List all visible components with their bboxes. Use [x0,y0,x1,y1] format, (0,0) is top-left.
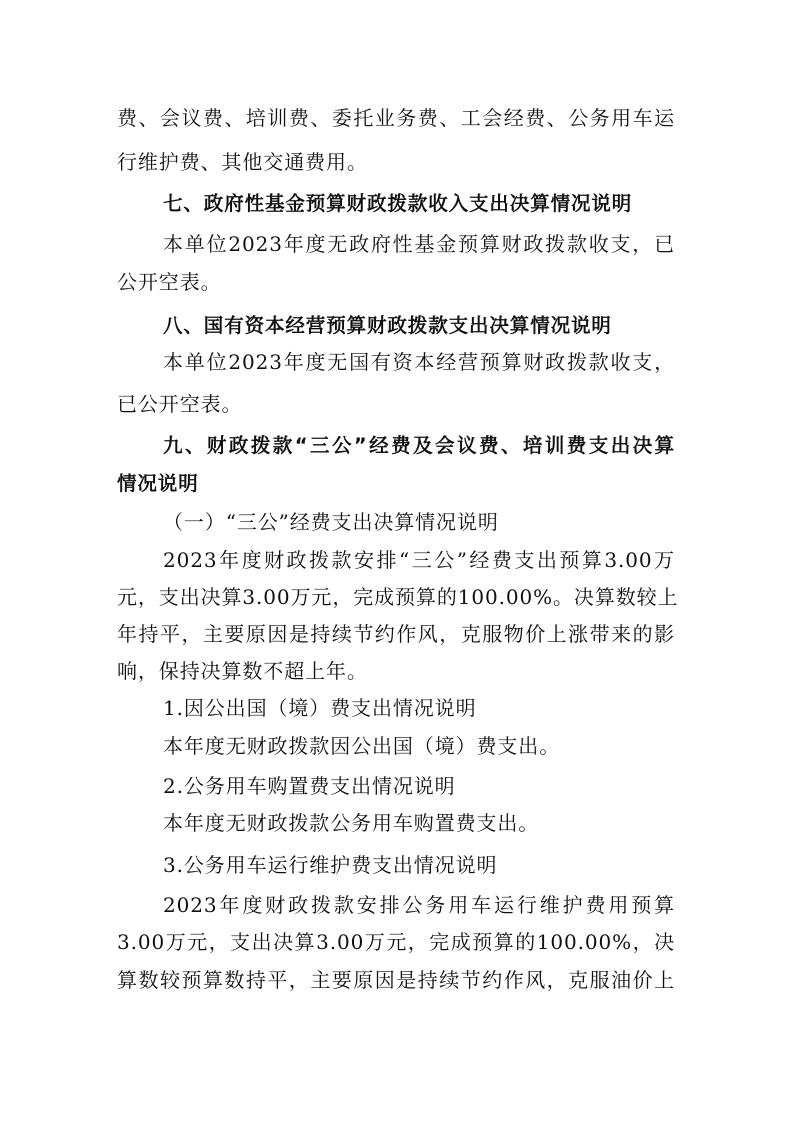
subsection-heading: （一）“三公”经费支出决算情况说明 [163,510,499,534]
body-text-line: 已公开空表。 [117,392,243,416]
item-heading: 3.公务用车运行维护费支出情况说明 [163,853,498,877]
body-text-line: 本单位2023年度无政府性基金预算财政拨款收支，已 [163,232,675,256]
body-text-line: 行维护费、其他交通费用。 [117,150,368,174]
body-text-line: 本年度无财政拨款公务用车购置费支出。 [163,811,540,835]
item-heading: 1.因公出国（境）费支出情况说明 [163,696,477,720]
body-text-line: 费、会议费、培训费、委托业务费、工会经费、公务用车运 [117,106,675,130]
body-text-line: 本年度无财政拨款因公出国（境）费支出。 [163,734,561,758]
section-heading-9-continued: 情况说明 [117,472,199,495]
body-text-line: 本单位2023年度无国有资本经营预算财政拨款收支， [163,350,675,374]
section-heading-7: 七、政府性基金预算财政拨款收入支出决算情况说明 [163,192,633,215]
body-text-line: 年持平，主要原因是持续节约作风，克服物价上涨带来的影 [117,622,675,646]
item-heading: 2.公务用车购置费支出情况说明 [163,774,456,798]
body-text-line: 2023年度财政拨款安排“三公”经费支出预算3.00万 [163,548,675,572]
body-text-line: 元，支出决算3.00万元，完成预算的100.00%。决算数较上 [117,585,679,609]
body-text-line: 2023年度财政拨款安排公务用车运行维护费用预算 [163,893,675,917]
body-text-line: 响，保持决算数不超上年。 [117,659,368,683]
body-text-line: 公开空表。 [117,270,222,294]
body-text-line: 3.00万元，支出决算3.00万元，完成预算的100.00%，决 [117,930,675,954]
body-text-line: 算数较预算数持平，主要原因是持续节约作风，克服油价上 [117,968,675,992]
section-heading-9: 九、财政拨款“三公”经费及会议费、培训费支出决算 [163,434,675,457]
section-heading-8: 八、国有资本经营预算财政拨款支出决算情况说明 [163,314,612,337]
